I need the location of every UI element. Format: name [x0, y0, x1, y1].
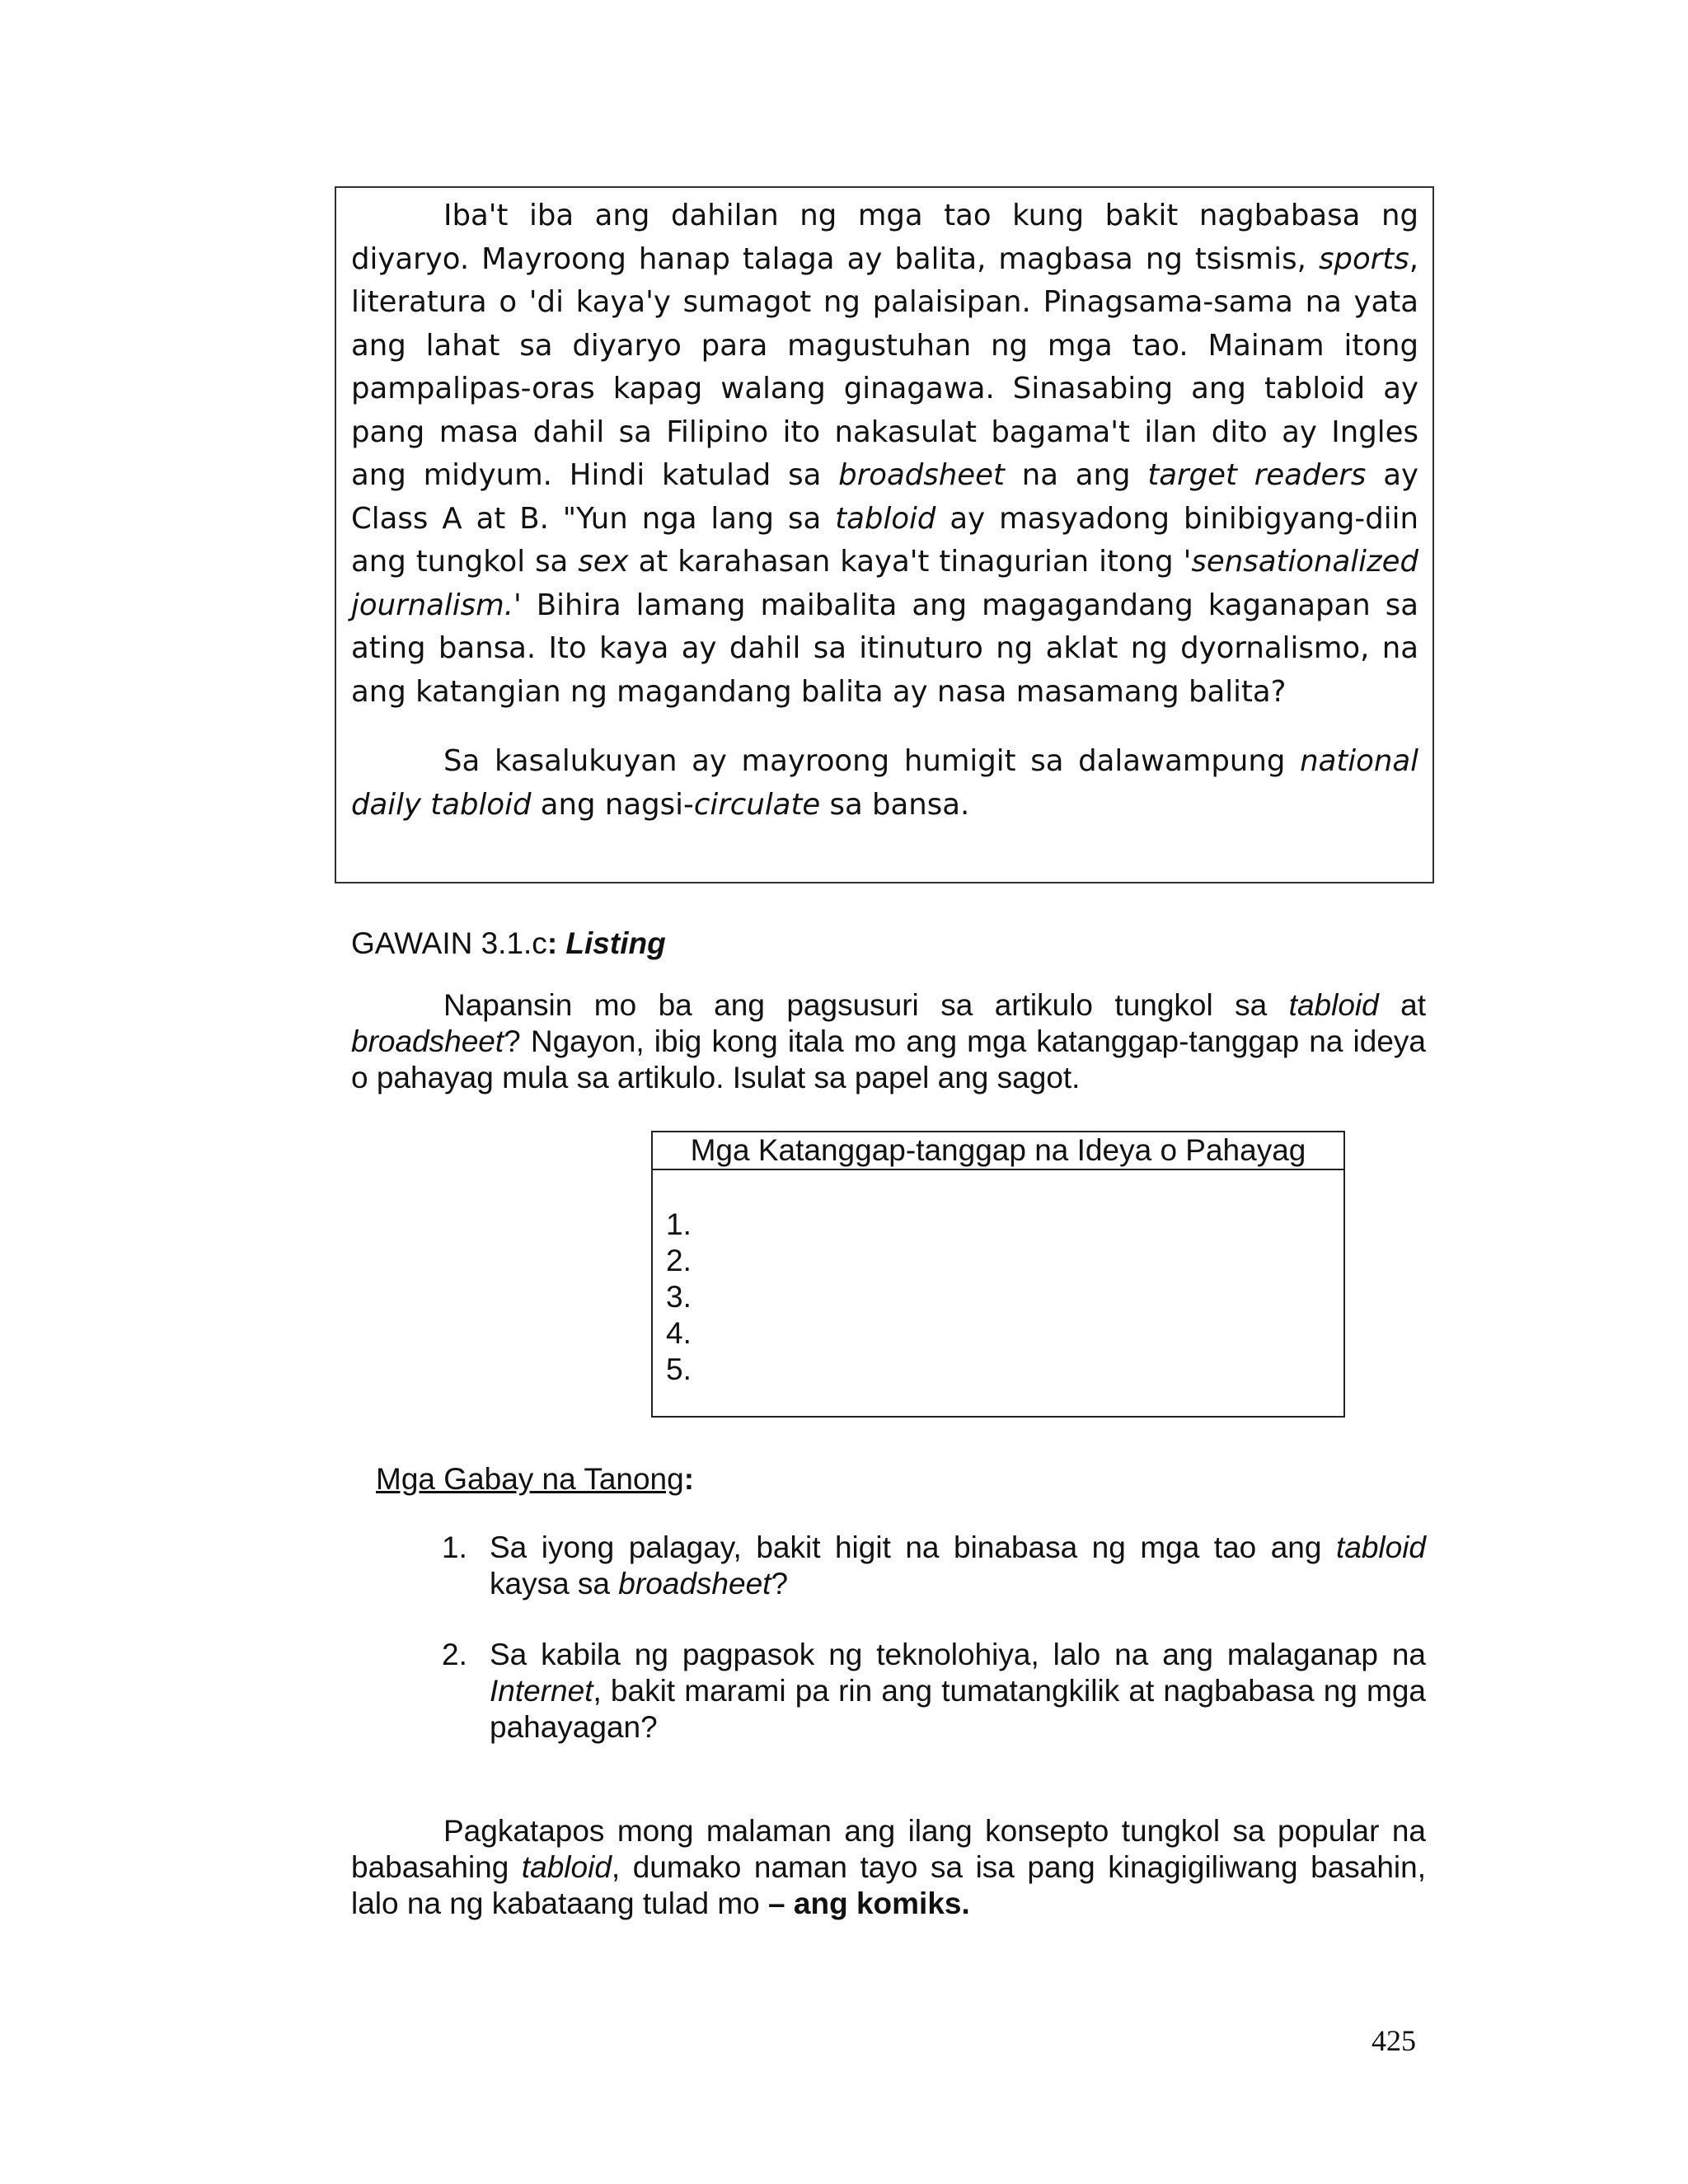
text-run: ' Bihira lamang maibalita ang magagandang kaganapan sa ating bansa. Ito kaya ay dahil sa itinuturo ng aklat ng dyornalismo, na ang katangian ng magandang balita ay nasa masamang balita?: [351, 588, 1418, 709]
answer-item: 4.: [666, 1316, 692, 1350]
italic-term: national daily tabloid: [351, 744, 1418, 822]
passage-paragraph-1: [351, 194, 1418, 714]
question-number: 2.: [442, 1638, 467, 1671]
answer-item: 1.: [666, 1207, 692, 1241]
text-run: Pagkatapos mong malaman ang ilang konsepto tungkol sa popular na babasahing: [351, 1814, 1426, 1884]
text-run: ay masyadong binibigyang-diin ang tungkol sa: [351, 501, 1418, 579]
text-run: ay Class A at B. "Yun nga lang sa: [351, 458, 1418, 536]
text-run: na ang: [1004, 458, 1148, 492]
reading-passage-box: [335, 186, 1434, 883]
answer-list: [666, 1207, 692, 1388]
text-run: ?: [771, 1567, 789, 1601]
instruction-paragraph: [351, 987, 1426, 1096]
italic-term: broadsheet: [618, 1567, 771, 1601]
text-run: ? Ngayon, ibig kong itala mo ang mga katanggap-tanggap na ideya o pahayag mula sa artikulo. Isulat sa papel ang sagot.: [351, 1024, 1426, 1094]
italic-term: tabloid: [835, 501, 936, 536]
italic-term: broadsheet: [838, 458, 1005, 492]
text-run: sa bansa.: [820, 787, 970, 822]
italic-term: tabloid: [521, 1850, 612, 1884]
question-item: [442, 1637, 1426, 1746]
text-run: , dumako naman tayo sa isa pang kinagigiliwang basahin, lalo na ng kabataang tulad mo: [351, 1850, 1427, 1920]
italic-term: circulate: [693, 787, 821, 822]
closing-paragraph: [351, 1813, 1426, 1922]
text-run: Iba't iba ang dahilan ng mga tao kung bakit nagbabasa ng diyaryo. Mayroong hanap talaga ay balita, magbasa ng tsismis,: [351, 199, 1418, 276]
italic-term: sex: [578, 545, 629, 579]
italic-term: tabloid: [1335, 1530, 1426, 1564]
italic-term: sports: [1318, 241, 1409, 276]
passage-paragraph-2: [351, 740, 1418, 827]
text-run: Napansin mo ba ang pagsusuri sa artikulo tungkol sa: [443, 988, 1289, 1022]
text-run: , literatura o 'di kaya'y sumagot ng palaisipan. Pinagsama-sama na yata ang lahat sa diyaryo para magustuhan ng mga tao. Mainam itong pampalipas-oras kapag walang ginagawa. Sinasabing ang tabloid ay pang masa dahil sa Filipino ito nakasulat bagama't ilan dito ay Ingles ang midyum. Hindi katulad sa: [351, 241, 1418, 492]
text-run: Sa kabila ng pagpasok ng teknolohiya, lalo na ang malaganap na: [490, 1638, 1426, 1671]
text-run: ang nagsi-: [531, 787, 694, 822]
guide-colon: :: [683, 1462, 695, 1496]
guide-questions-heading: [376, 1460, 694, 1498]
text-run: , bakit marami pa rin ang tumatangkilik at nagbabasa ng mga pahayagan?: [490, 1674, 1426, 1744]
italic-term: target readers: [1147, 458, 1367, 492]
answer-item: 3.: [666, 1280, 692, 1314]
text-run: kaysa sa: [490, 1567, 619, 1601]
bold-phrase: – ang komiks.: [768, 1886, 970, 1920]
text-run: Sa iyong palagay, bakit higit na binabasa ng mga tao ang: [490, 1530, 1336, 1564]
text-run: at: [1378, 988, 1426, 1022]
answer-table: [651, 1131, 1345, 1418]
italic-term: Internet: [490, 1674, 593, 1708]
activity-colon: :: [546, 926, 566, 960]
guide-question-2: [442, 1637, 1426, 1746]
guide-label: Mga Gabay na Tanong: [376, 1462, 684, 1496]
italic-term: 'sensationalized journalism.: [351, 545, 1419, 622]
answer-item: 2.: [666, 1244, 692, 1277]
text-run: at karahasan kaya't tinagurian itong: [628, 545, 1184, 579]
answer-table-header: Mga Katanggap-tanggap na Ideya o Pahayag: [653, 1132, 1343, 1170]
page-number: 425: [1372, 2024, 1416, 2057]
activity-code: GAWAIN 3.1.c: [351, 926, 547, 960]
guide-question-1: [442, 1530, 1426, 1602]
activity-heading: [351, 925, 666, 963]
italic-term: broadsheet: [351, 1024, 504, 1058]
italic-term: tabloid: [1288, 988, 1379, 1022]
question-number: 1.: [442, 1530, 467, 1564]
activity-title: Listing: [565, 926, 666, 960]
answer-item: 5.: [666, 1352, 692, 1386]
text-run: Sa kasalukuyan ay mayroong humigit sa dalawampung: [443, 744, 1301, 778]
question-item: [442, 1530, 1426, 1602]
